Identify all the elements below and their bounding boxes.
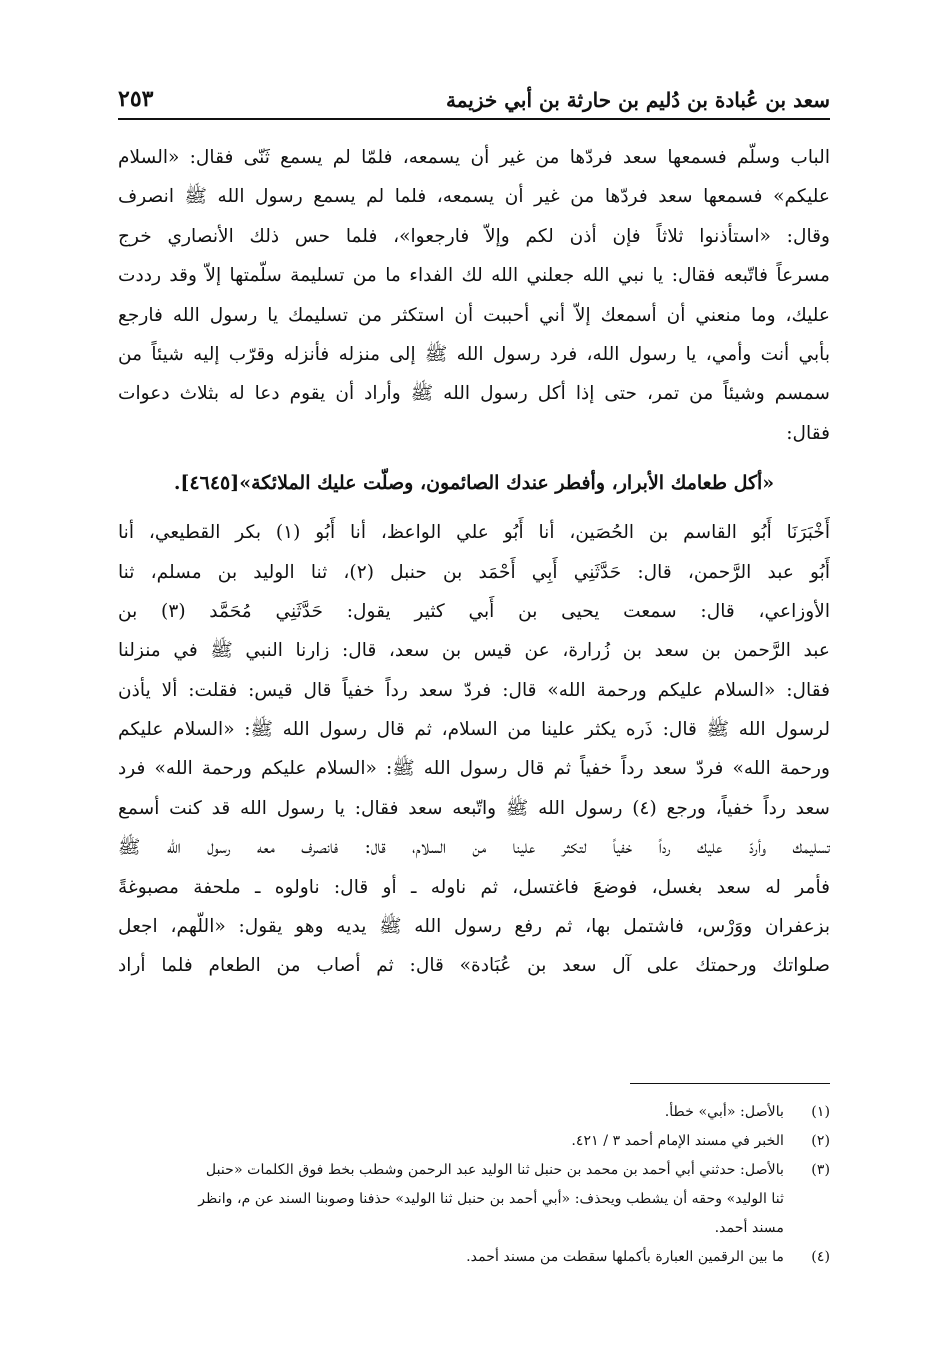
footnote xyxy=(118,1127,830,1156)
text-line: سعد رداً خفياً، ورجع (٤) رسول الله ﷺ واتّبعه سعد فقال: يا رسول الله قد كنت أسمع xyxy=(118,797,830,819)
text-line: لرسول الله ﷺ قال: ذَره يكثر علينا من السلام، ثم قال رسول الله ﷺ: «السلام عليكم xyxy=(118,719,830,741)
paragraph-2 xyxy=(118,513,830,986)
footnote-text xyxy=(118,1127,784,1156)
text-line: الباب وسلّم فسمعها سعد فردّها من غير أن يسمعه، فلمّا لم يسمع ثَنّى فقال: «السلام xyxy=(118,147,830,168)
text-line: وقال: «استأذنوا ثلاثاً فإن أذن لكم وإلاّ فارجعوا»، فلما حس ذلك الأنصاري خرج xyxy=(118,225,830,247)
footnote-line: ثنا الوليد» وحقه أن يشطب ويحذف: «أبي أحمد بن حنبل ثنا الوليد» حذفنا وصوبنا السند عن م، وانظر xyxy=(198,1191,784,1207)
text-line: تسليمك وأردّ عليك رداً خفياً لتكثر علينا من السلام، قال: فانصرف معه رسول الله ﷺ xyxy=(118,837,830,859)
main-text xyxy=(118,138,830,986)
text-line: بزعفران ووَرْس، فاشتمل بها، ثم رفع رسول الله ﷺ يديه وهو يقول: «اللّهم، اجعل xyxy=(118,916,830,938)
text-line: أَبُو عبد الرَّحمن، قال: حَدَّثَنِي أَبِي أَحْمَد بن حنبل (٢)، ثنا الوليد بن مسلم، ثنا xyxy=(118,561,830,583)
footnote-number: (١) xyxy=(811,1104,830,1120)
paragraph-1 xyxy=(118,138,830,453)
text-line: ورحمة الله» فردّ سعد رداً خفياً ثم قال رسول الله ﷺ: «السلام عليكم ورحمة الله» فرد xyxy=(118,758,830,780)
footnote-rule xyxy=(630,1083,830,1084)
text-line: عليك، وما منعني أن أسمعك إلاّ أني أحببت أن استكثر من تسليمك يا رسول الله فارجع xyxy=(118,304,830,326)
text-line: فقال: xyxy=(786,422,830,444)
footnote-line: ما بين الرقمين العبارة بأكملها سقطت من مسند أحمد. xyxy=(466,1249,784,1265)
footnote xyxy=(118,1156,830,1243)
text-line: سمسم وشيئاً من تمر، حتى إذا أكل رسول الله ﷺ وأراد أن يقوم دعا له بثلاث دعوات xyxy=(118,383,830,405)
text-line: فقال: «السلام عليكم ورحمة الله» قال: فردّ سعد رداً خفياً قال قيس: فقلت: ألا يأذن xyxy=(118,679,830,701)
text-line: أَخْبَرَنَا أَبُو القاسم بن الحُصَين، أنا أَبُو علي الواعظ، أنا أَبُو (١) بكر القطيعي، أنا xyxy=(118,522,830,544)
footnote-number: (٢) xyxy=(811,1133,830,1149)
footnote-text xyxy=(118,1098,784,1127)
text-line: عبد الرَّحمن بن سعد بن زُرارة، عن قيس بن سعد، قال: زارنا النبي ﷺ في منزلنا xyxy=(118,640,830,662)
text-line: بأبي أنت وأمي، يا رسول الله، فرد رسول الله ﷺ إلى منزله فأنزله وقرّب إليه شيئاً من xyxy=(118,343,830,365)
text-line: صلواتك ورحمتك على آل سعد بن عُبَادة» قال: ثم أصاب من الطعام فلما أراد xyxy=(118,955,830,977)
header-rule xyxy=(118,118,830,120)
page-number: ٢٥٣ xyxy=(118,86,154,112)
footnote-line: بالأصل: حدثني أبي أحمد بن محمد بن حنبل ثنا الوليد عبد الرحمن وشطب بخط فوق الكلمات «حنبل xyxy=(205,1162,784,1178)
text-line: الأوزاعي، قال: سمعت يحيى بن أَبي كثير يقول: حَدَّثَنِي مُحَمَّد (٣) بن xyxy=(118,600,830,622)
footnote-number: (٣) xyxy=(811,1162,830,1178)
text-line: فأمر له سعد بغسل، فوضعَ فاغتسل، ثم ناوله ـ أو قال: ناولوه ـ ملحفة مصبوغةً xyxy=(118,876,830,898)
footnote xyxy=(118,1098,830,1127)
text-line: مسرعاً فاتّبعه فقال: يا نبي الله جعلني الله لك الفداء ما من تسليمة سلّمتها إلاّ وقد رددت xyxy=(118,265,830,287)
footnote-number: (٤) xyxy=(811,1249,830,1265)
supplication-verse: «أكل طعامك الأبرار، وأفطر عندك الصائمون، وصلّت عليك الملائكة»[٤٦٤٥]. xyxy=(173,472,775,495)
footnote-line: بالأصل: «أبي» خطأ. xyxy=(664,1104,784,1120)
page-header xyxy=(118,78,830,112)
footnote xyxy=(118,1243,830,1272)
text-line: عليكم» فسمعها سعد فردّها من غير أن يسمعه، فلما لم يسمع رسول الله ﷺ انصرف xyxy=(118,186,830,208)
footnote-text xyxy=(118,1156,784,1243)
footnote-text xyxy=(118,1243,784,1272)
footnote-line: مسند أحمد. xyxy=(714,1220,784,1236)
footnote-line: الخبر في مسند الإمام أحمد ٣ / ٤٢١. xyxy=(571,1133,784,1149)
footnotes xyxy=(118,1098,830,1272)
running-title: سعد بن عُبادة بن دُليم بن حارثة بن أبي خزيمة xyxy=(446,88,830,112)
